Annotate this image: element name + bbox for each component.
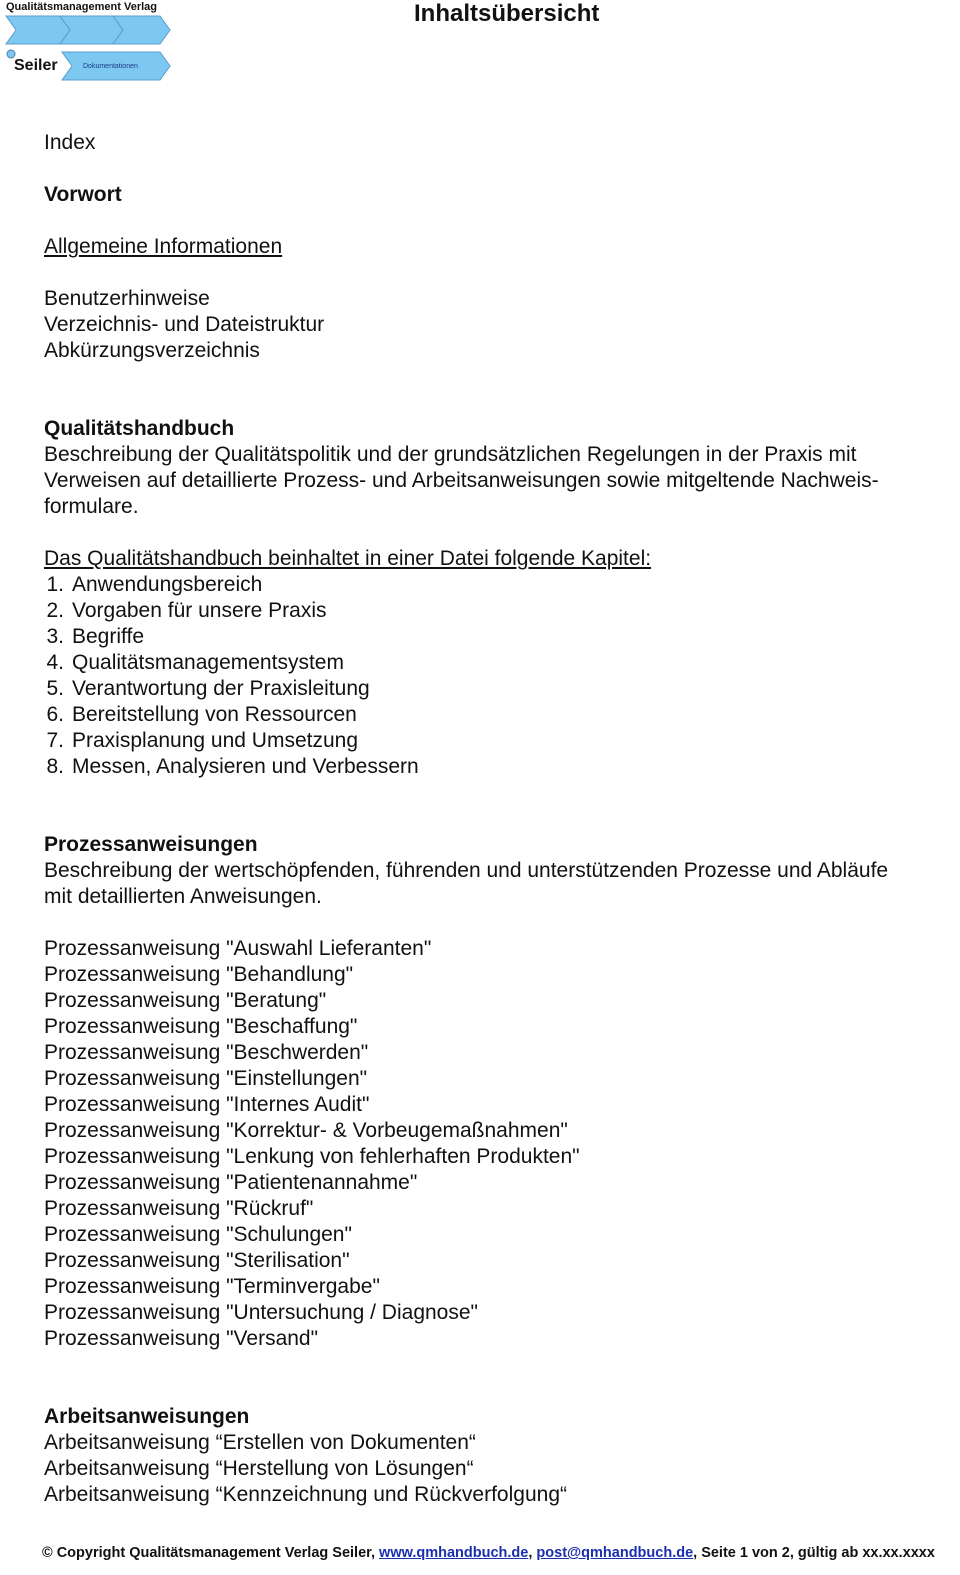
chapter-title: Qualitätsmanagementsystem xyxy=(72,651,344,674)
list-item: Prozessanweisung "Internes Audit" xyxy=(44,1093,370,1116)
qhb-desc: formulare. xyxy=(44,495,139,518)
footer xyxy=(42,1545,935,1561)
chapter-item xyxy=(44,728,960,754)
list-item: Prozessanweisung "Schulungen" xyxy=(44,1223,352,1246)
chapter-item xyxy=(44,676,960,702)
qhb-section xyxy=(44,416,960,780)
chapter-title: Anwendungsbereich xyxy=(72,573,263,596)
list-item: Prozessanweisung "Beschwerden" xyxy=(44,1041,369,1064)
pa-heading: Prozessanweisungen xyxy=(44,833,258,856)
chapter-title: Verantwortung der Praxisleitung xyxy=(72,677,370,700)
allgemein-list xyxy=(44,286,960,364)
list-item: Arbeitsanweisung “Erstellen von Dokumenten“ xyxy=(44,1431,476,1454)
list-item: Prozessanweisung "Einstellungen" xyxy=(44,1067,368,1090)
page-title: Inhaltsübersicht xyxy=(414,0,600,27)
chapter-item xyxy=(44,598,960,624)
chapter-number: 5. xyxy=(46,677,64,700)
svg-text:Qualitätsmanagement Verlag: Qualitätsmanagement Verlag xyxy=(6,1,157,13)
list-item: Prozessanweisung "Patientenannahme" xyxy=(44,1171,418,1194)
list-item: Prozessanweisung "Beschaffung" xyxy=(44,1015,358,1038)
list-item: Prozessanweisung "Korrektur- & Vorbeugemaßnahmen" xyxy=(44,1119,568,1142)
email-link[interactable]: post@qmhandbuch.de xyxy=(536,1545,694,1561)
list-item: Prozessanweisung "Sterilisation" xyxy=(44,1249,350,1272)
pa-desc: Beschreibung der wertschöpfenden, führenden und unterstützenden Prozesse und Abläufe xyxy=(44,859,889,882)
chapter-number: 2. xyxy=(46,599,64,622)
svg-text:Seiler: Seiler xyxy=(14,57,58,74)
page-info: , Seite 1 von 2, gültig ab xx.xx.xxxx xyxy=(693,1545,935,1561)
chapter-number: 1. xyxy=(46,573,64,596)
chapter-number: 4. xyxy=(46,651,64,674)
allgemein-heading: Allgemeine Informationen xyxy=(44,235,283,258)
list-item: Arbeitsanweisung “Herstellung von Lösungen“ xyxy=(44,1457,474,1480)
chapter-title: Begriffe xyxy=(72,625,144,648)
chapter-item xyxy=(44,572,960,598)
chapter-list xyxy=(44,572,960,780)
chapter-title: Bereitstellung von Ressourcen xyxy=(72,703,357,726)
qhb-desc: Verweisen auf detaillierte Prozess- und Arbeitsanweisungen sowie mitgeltende Nachweis- xyxy=(44,469,879,492)
list-item: Prozessanweisung "Lenkung von fehlerhaften Produkten" xyxy=(44,1145,580,1168)
vorwort-heading: Vorwort xyxy=(44,183,122,206)
list-item: Prozessanweisung "Rückruf" xyxy=(44,1197,314,1220)
separator: , xyxy=(528,1545,537,1561)
qhb-desc: Beschreibung der Qualitätspolitik und der grundsätzlichen Regelungen in der Praxis mit xyxy=(44,443,857,466)
list-item: Prozessanweisung "Behandlung" xyxy=(44,963,354,986)
chapter-item xyxy=(44,650,960,676)
qhb-heading: Qualitätshandbuch xyxy=(44,417,235,440)
website-link[interactable]: www.qmhandbuch.de xyxy=(379,1545,529,1561)
list-item: Prozessanweisung "Versand" xyxy=(44,1327,319,1350)
list-item: Prozessanweisung "Terminvergabe" xyxy=(44,1275,380,1298)
chapter-number: 6. xyxy=(46,703,64,726)
list-item: Prozessanweisung "Auswahl Lieferanten" xyxy=(44,937,432,960)
list-item: Arbeitsanweisung “Kennzeichnung und Rückverfolgung“ xyxy=(44,1483,567,1506)
chapter-number: 3. xyxy=(46,625,64,648)
list-item: Benutzerhinweise xyxy=(44,287,210,310)
list-item: Prozessanweisung "Untersuchung / Diagnose" xyxy=(44,1301,478,1324)
chapter-number: 8. xyxy=(46,755,64,778)
aa-section xyxy=(44,1404,960,1508)
pa-list xyxy=(44,936,960,1352)
svg-text:Dokumentationen: Dokumentationen xyxy=(83,63,138,70)
index-entry: Index xyxy=(44,131,96,154)
chapter-title: Vorgaben für unsere Praxis xyxy=(72,599,327,622)
pa-section xyxy=(44,832,960,1352)
qhb-chapters-heading: Das Qualitätshandbuch beinhaltet in einer Datei folgende Kapitel: xyxy=(44,547,652,570)
publisher-logo xyxy=(0,0,180,85)
chapter-title: Messen, Analysieren und Verbessern xyxy=(72,755,419,778)
aa-heading: Arbeitsanweisungen xyxy=(44,1405,250,1428)
chapter-item xyxy=(44,702,960,728)
chapter-item xyxy=(44,624,960,650)
chapter-number: 7. xyxy=(46,729,64,752)
chapter-item xyxy=(44,754,960,780)
list-item: Abkürzungsverzeichnis xyxy=(44,339,260,362)
list-item: Verzeichnis- und Dateistruktur xyxy=(44,313,325,336)
copyright-text: © Copyright Qualitätsmanagement Verlag Seiler, xyxy=(42,1545,380,1561)
pa-desc: mit detaillierten Anweisungen. xyxy=(44,885,322,908)
chapter-title: Praxisplanung und Umsetzung xyxy=(72,729,359,752)
list-item: Prozessanweisung "Beratung" xyxy=(44,989,327,1012)
